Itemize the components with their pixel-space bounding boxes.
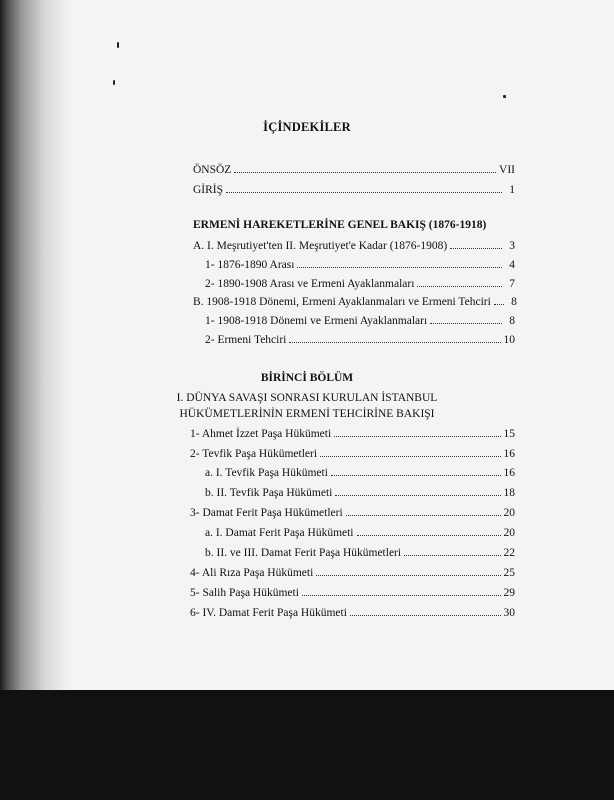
entry-label: ÖNSÖZ — [193, 164, 232, 176]
section-heading-overview: ERMENİ HAREKETLERİNE GENEL BAKIŞ (1876-1918) — [193, 219, 487, 231]
leader-dots — [316, 575, 500, 576]
entry-label: 2- Ermeni Tehciri — [205, 334, 287, 346]
toc-entry[interactable] — [190, 428, 515, 440]
leader-dots — [320, 456, 500, 457]
toc-entry[interactable] — [193, 296, 515, 308]
toc-entry[interactable] — [205, 334, 515, 346]
entry-page: 8 — [511, 296, 517, 308]
leader-dots — [404, 555, 500, 556]
leader-dots — [357, 535, 501, 536]
leader-dots — [494, 304, 504, 305]
entry-page: VII — [499, 164, 515, 176]
toc-title: İÇİNDEKİLER — [263, 120, 351, 134]
leader-dots — [450, 248, 502, 249]
entry-page: 10 — [503, 334, 515, 346]
toc-entry[interactable] — [205, 259, 515, 271]
entry-page: 29 — [503, 587, 515, 599]
chapter-subtitle-line2: HÜKÜMETLERİNİN ERMENİ TEHCİRİNE BAKIŞI — [179, 408, 435, 420]
entry-page: 25 — [503, 567, 515, 579]
entry-label: 4- Ali Rıza Paşa Hükümeti — [190, 567, 314, 579]
leader-dots — [334, 436, 500, 437]
scan-speck — [503, 95, 506, 98]
entry-page: 22 — [503, 547, 515, 559]
entry-label: 2- Tevfik Paşa Hükümetleri — [190, 448, 318, 460]
leader-dots — [331, 475, 501, 476]
toc-entry[interactable] — [205, 527, 515, 539]
leader-dots — [417, 286, 502, 287]
entry-label: GİRİŞ — [193, 184, 224, 196]
scan-speck — [117, 42, 119, 48]
entry-label: 5- Salih Paşa Hükümeti — [190, 587, 299, 599]
entry-label: B. 1908-1918 Dönemi, Ermeni Ayaklanmaları ve Ermeni Tehciri — [193, 296, 491, 308]
entry-page: 18 — [503, 487, 515, 499]
leader-dots — [226, 192, 502, 193]
entry-page: 20 — [503, 507, 515, 519]
entry-page: 16 — [503, 448, 515, 460]
toc-entry[interactable] — [205, 315, 515, 327]
toc-entry[interactable] — [190, 448, 515, 460]
leader-dots — [234, 172, 496, 173]
entry-label: b. II. ve III. Damat Ferit Paşa Hükümetleri — [205, 547, 402, 559]
entry-label: a. I. Tevfik Paşa Hükümeti — [205, 467, 328, 479]
entry-page: 7 — [509, 278, 515, 290]
entry-page: 8 — [509, 315, 515, 327]
toc-entry[interactable] — [190, 567, 515, 579]
chapter-heading: BİRİNCİ BÖLÜM — [260, 372, 354, 384]
entry-label: 1- 1908-1918 Dönemi ve Ermeni Ayaklanmaları — [205, 315, 428, 327]
entry-label: 6- IV. Damat Ferit Paşa Hükümeti — [190, 607, 347, 619]
entry-page: 4 — [509, 259, 515, 271]
leader-dots — [297, 267, 502, 268]
chapter-subtitle-line1: I. DÜNYA SAVAŞI SONRASI KURULAN İSTANBUL — [176, 392, 438, 404]
entry-page: 30 — [503, 607, 515, 619]
leader-dots — [289, 342, 500, 343]
toc-entry[interactable] — [193, 240, 515, 252]
entry-label: 1- Ahmet İzzet Paşa Hükümeti — [190, 428, 332, 440]
entry-label: 2- 1890-1908 Arası ve Ermeni Ayaklanmaları — [205, 278, 415, 290]
toc-entry[interactable] — [205, 467, 515, 479]
leader-dots — [335, 495, 500, 496]
toc-entry[interactable] — [205, 278, 515, 290]
leader-dots — [302, 595, 501, 596]
entry-label: 3- Damat Ferit Paşa Hükümetleri — [190, 507, 343, 519]
leader-dots — [430, 323, 502, 324]
entry-label: A. I. Meşrutiyet'ten II. Meşrutiyet'e Kadar (1876-1908) — [193, 240, 448, 252]
binding-shadow — [0, 0, 70, 690]
toc-entry[interactable] — [190, 507, 515, 519]
entry-page: 1 — [509, 184, 515, 196]
toc-entry[interactable] — [190, 587, 515, 599]
leader-dots — [346, 515, 501, 516]
entry-page: 3 — [509, 240, 515, 252]
scan-speck — [113, 80, 115, 85]
entry-label: a. I. Damat Ferit Paşa Hükümeti — [205, 527, 354, 539]
leader-dots — [350, 615, 501, 616]
entry-page: 20 — [503, 527, 515, 539]
toc-entry[interactable] — [190, 607, 515, 619]
toc-entry[interactable] — [205, 547, 515, 559]
toc-entry[interactable] — [205, 487, 515, 499]
entry-page: 16 — [503, 467, 515, 479]
entry-page: 15 — [503, 428, 515, 440]
entry-label: 1- 1876-1890 Arası — [205, 259, 295, 271]
entry-label: b. II. Tevfik Paşa Hükümeti — [205, 487, 333, 499]
toc-entry-onsoz[interactable] — [193, 164, 515, 176]
toc-entry-giris[interactable] — [193, 184, 515, 196]
